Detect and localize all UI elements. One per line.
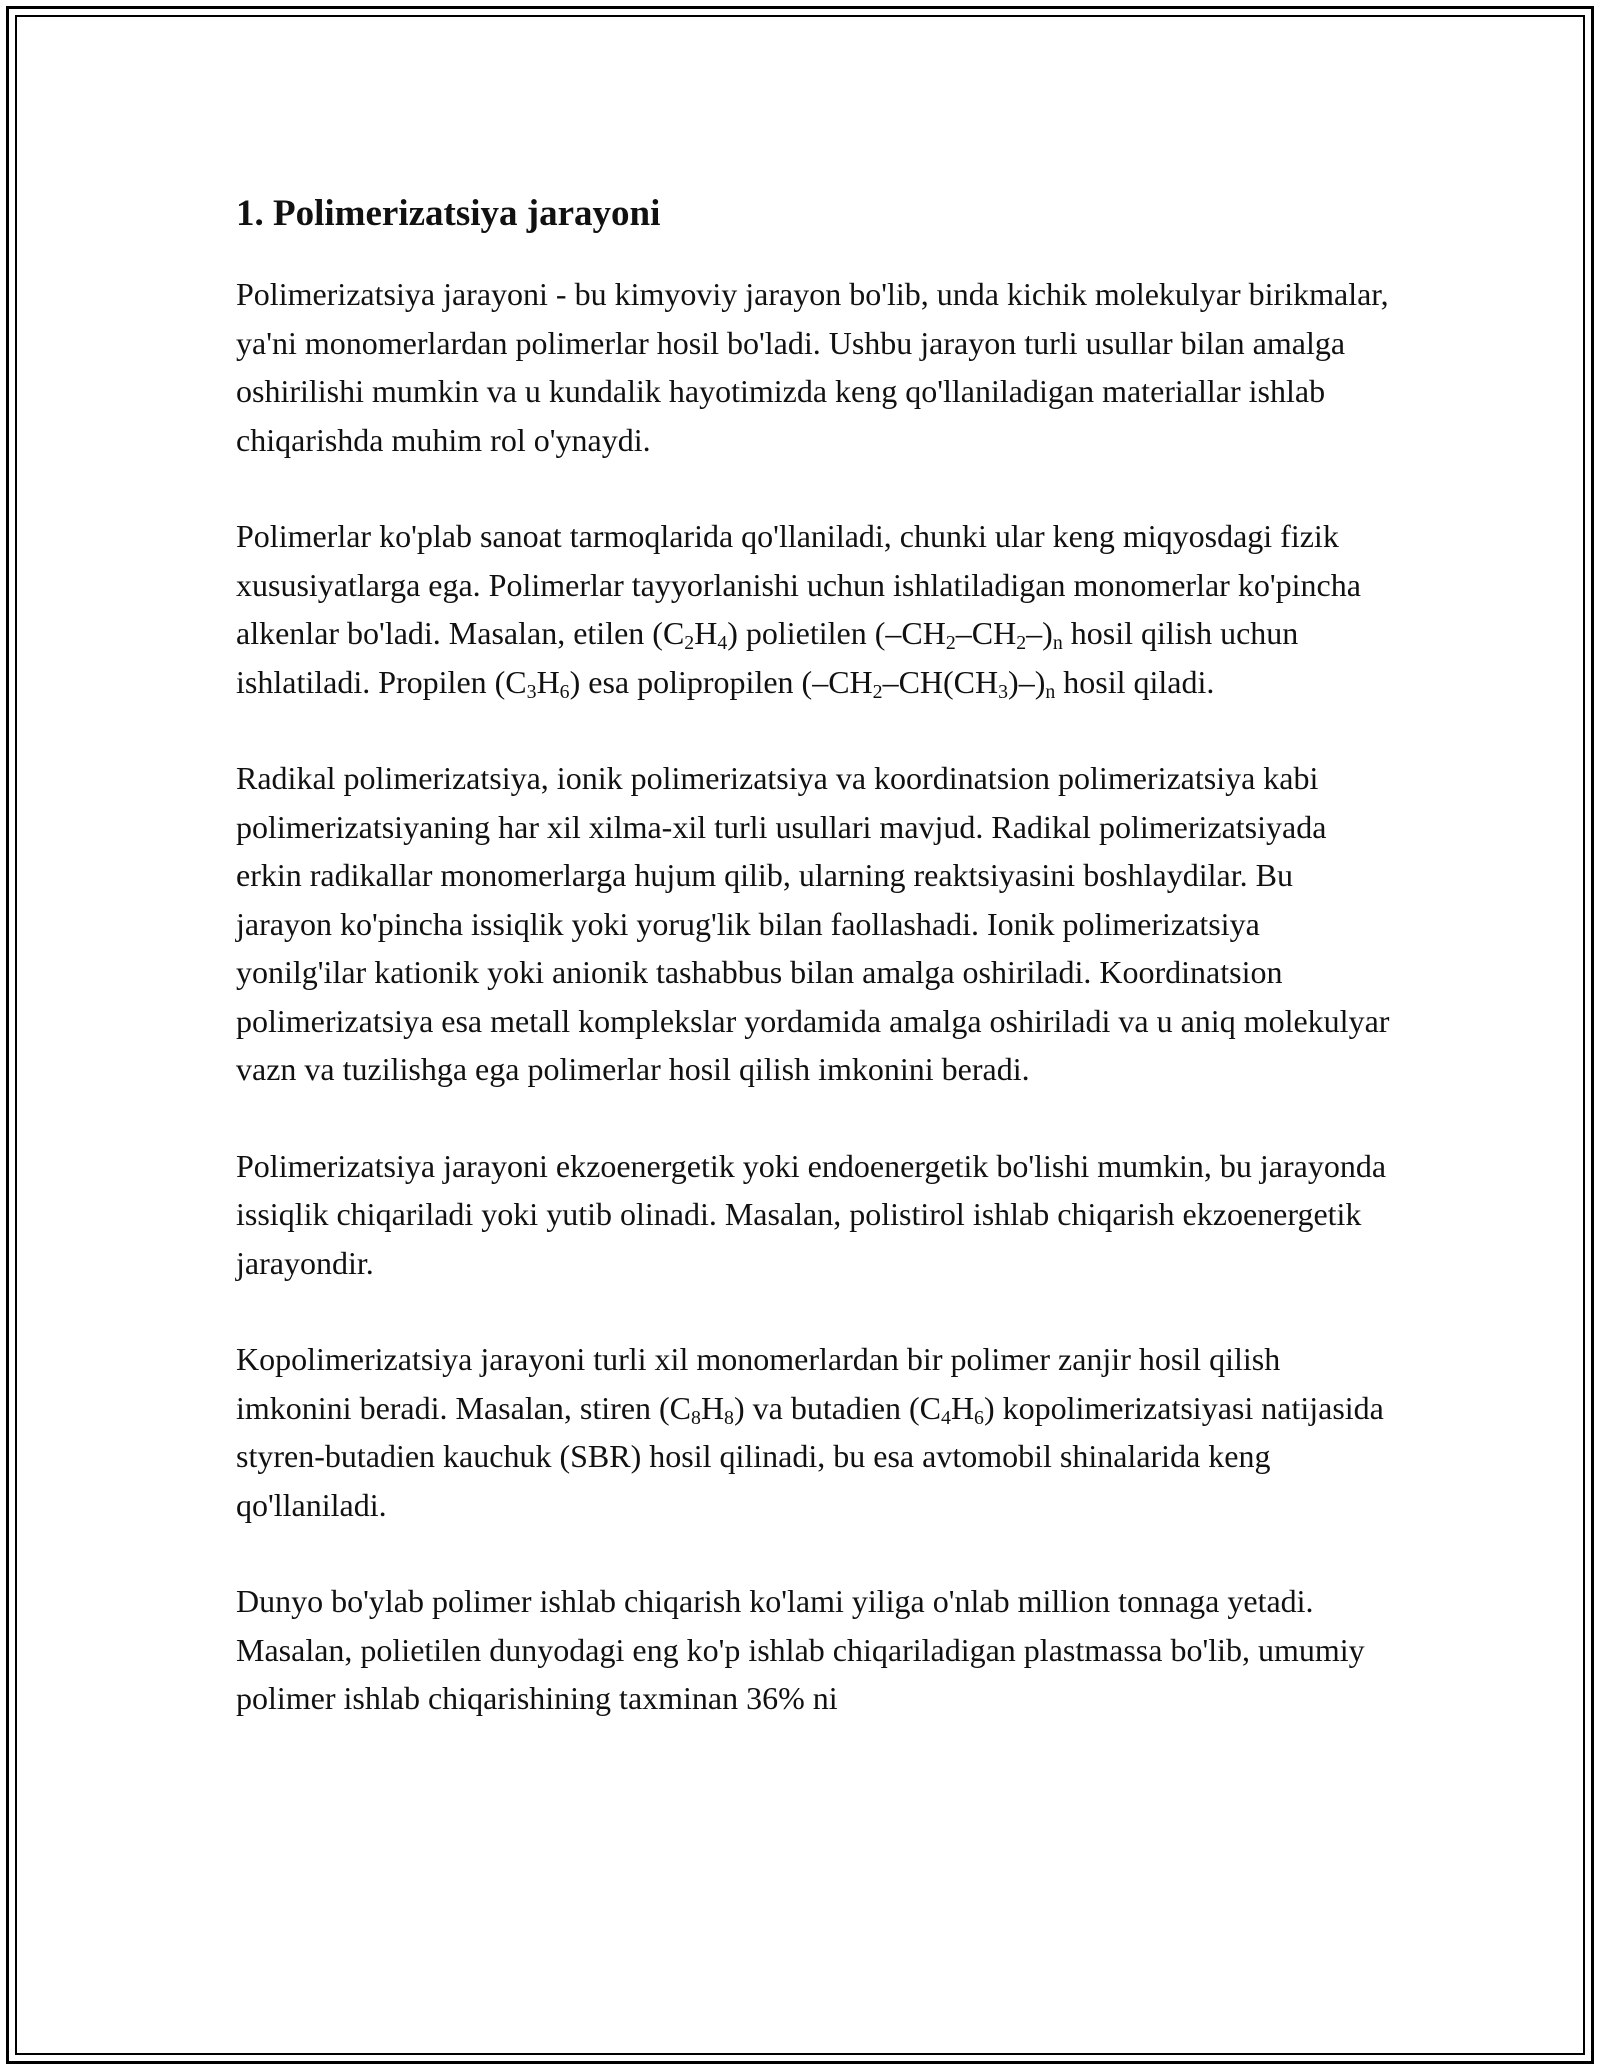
text-run: –) [1026,615,1053,651]
text-run: –CH(CH [882,663,999,700]
text-run: ) va butadien (C [733,1389,942,1426]
document-body [236,186,1396,1771]
text-run: )–) [1008,663,1046,700]
subscript: 2 [1016,631,1027,654]
paragraph-energetics: Polimerizatsiya jarayoni ekzoenergetik yoki endoenergetik bo'lishi mumkin, bu jarayonda issiqlik chiqariladi yoki yutib olinadi. Masalan, polistirol ishlab chiqarish ekzoenergetik jarayondir. [236,1147,1387,1281]
subscript: 2 [684,631,695,654]
subscript: 3 [526,680,537,703]
text-run: H [536,663,560,700]
text-run: H [700,1389,725,1426]
paragraph-methods: Radikal polimerizatsiya, ionik polimerizatsiya va koordinatsion polimerizatsiya kabi polimerizatsiyaning har xil xilma-xil turli usullari mavjud. Radikal polimerizatsiyada erkin radikallar monomerlarga hujum qilib, ularning reaktsiyasini boshlaydilar. Bu jarayon ko'pincha issiqlik yoki yorug'lik bilan faollashadi. Ionik polimerizatsiya yonilg'ilar kationik yoki anionik tashabbus bilan amalga oshiriladi. Koordinatsion polimerizatsiya esa metall komplekslar yordamida amalga oshiriladi va u aniq molekulyar vazn va tuzilishga ega polimerlar hosil qilish imkonini beradi. [236,760,1390,1087]
text-run: –CH [955,615,1017,651]
subscript: 3 [998,680,1009,703]
text-run: Kopolimerizatsiya jarayoni turli xil monomerlardan bir polimer zanjir hosil qilish imkonini beradi. Masalan, stiren (C [236,1341,1281,1426]
subscript: 8 [724,1406,734,1429]
text-run: hosil qiladi. [1055,663,1215,700]
subscript: n [1045,680,1056,703]
section-title: 1. Polimerizatsiya jarayoni [236,193,661,234]
subscript: 4 [941,1406,951,1429]
text-run: H [950,1389,975,1426]
text-run: ) polietilen (–CH [727,615,946,651]
paragraph-monomers [236,512,1396,706]
paragraph-production: Dunyo bo'ylab polimer ishlab chiqarish ko'lami yiliga o'nlab million tonnaga yetadi. Masalan, polietilen dunyodagi eng ko'p ishlab chiqariladigan plastmassa bo'lib, umumiy polimer ishlab chiqarishining taxminan 36% ni [236,1583,1365,1716]
text-run: ) kopolimerizatsiyasi natijasida styren-butadien kauchuk (SBR) hosil qilinadi, bu esa avtomobil shinalarida keng qo'llaniladi. [236,1389,1384,1523]
paragraph-intro: Polimerizatsiya jarayoni - bu kimyoviy jarayon bo'lib, unda kichik molekulyar birikmalar, ya'ni monomerlardan polimerlar hosil bo'ladi. Ushbu jarayon turli usullar bilan amalga oshirilishi mumkin va u kundalik hayotimizda keng qo'llaniladigan materiallar ishlab chiqarishda muhim rol o'ynaydi. [236,276,1389,458]
subscript: 2 [945,631,956,654]
subscript: 2 [872,680,883,703]
text-run: ) esa polipropilen (–CH [569,663,873,700]
paragraph-copolymerization [236,1335,1396,1529]
subscript: 8 [691,1406,701,1429]
subscript: 4 [717,631,728,654]
subscript: n [1052,631,1063,654]
text-run: H [694,615,718,651]
subscript: 6 [974,1406,984,1429]
text-run: Polimerlar ko'plab sanoat tarmoqlarida qo'llaniladi, chunki ular keng miqyosdagi fizik xususiyatlarga ega. Polimerlar tayyorlanishi uchun ishlatiladigan monomerlar ko'pincha alkenlar bo'ladi. Masalan, etilen (C [236,518,1361,651]
subscript: 6 [559,680,570,703]
text-run: hosil qilish uchun ishlatiladi. Propilen (C [236,615,1299,700]
